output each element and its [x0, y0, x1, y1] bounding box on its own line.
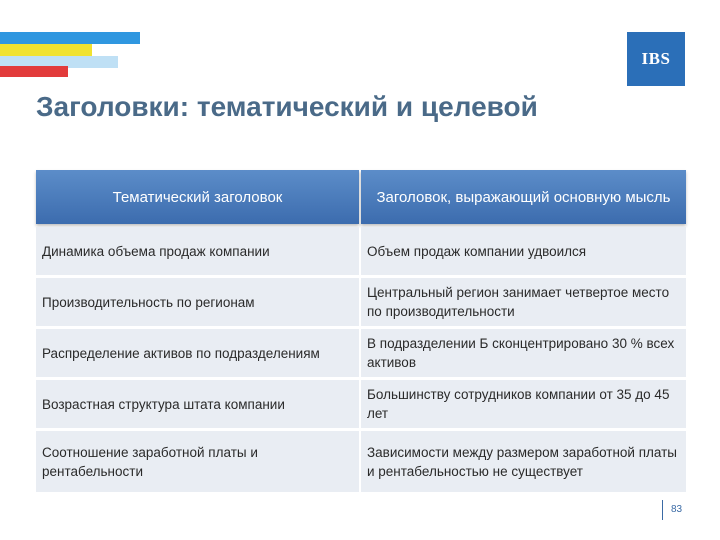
table-cell-thematic: Возрастная структура штата компании: [36, 380, 359, 428]
table-header-thematic: Тематический заголовок: [36, 170, 359, 224]
table-header-row: [36, 170, 686, 224]
table-cell-main-idea: Объем продаж компании удвоился: [361, 227, 686, 275]
table-cell-main-idea: Центральный регион занимает четвертое место по производительности: [361, 278, 686, 326]
table-row: [36, 278, 686, 326]
table-row: [36, 227, 686, 275]
table-cell-main-idea: Большинству сотрудников компании от 35 до 45 лет: [361, 380, 686, 428]
table-cell-thematic: Распределение активов по подразделениям: [36, 329, 359, 377]
table-cell-thematic: Соотношение заработной платы и рентабельности: [36, 431, 359, 492]
page-number: 83: [662, 500, 682, 520]
table-row: [36, 380, 686, 428]
table-row: [36, 329, 686, 377]
headings-table: [36, 170, 686, 492]
decorative-stripe-blue: [0, 32, 140, 44]
table-cell-main-idea: В подразделении Б сконцентрировано 30 % всех активов: [361, 329, 686, 377]
decorative-stripe-red: [0, 66, 68, 77]
table-cell-main-idea: Зависимости между размером заработной платы и рентабельностью не существует: [361, 431, 686, 492]
ibs-logo: IBS: [627, 32, 685, 86]
slide-title: Заголовки: тематический и целевой: [36, 91, 538, 122]
table-header-main-idea: Заголовок, выражающий основную мысль: [361, 170, 686, 224]
decorative-stripe-yellow: [0, 44, 92, 56]
table-row: [36, 431, 686, 492]
table-cell-thematic: Динамика объема продаж компании: [36, 227, 359, 275]
table-cell-thematic: Производительность по регионам: [36, 278, 359, 326]
